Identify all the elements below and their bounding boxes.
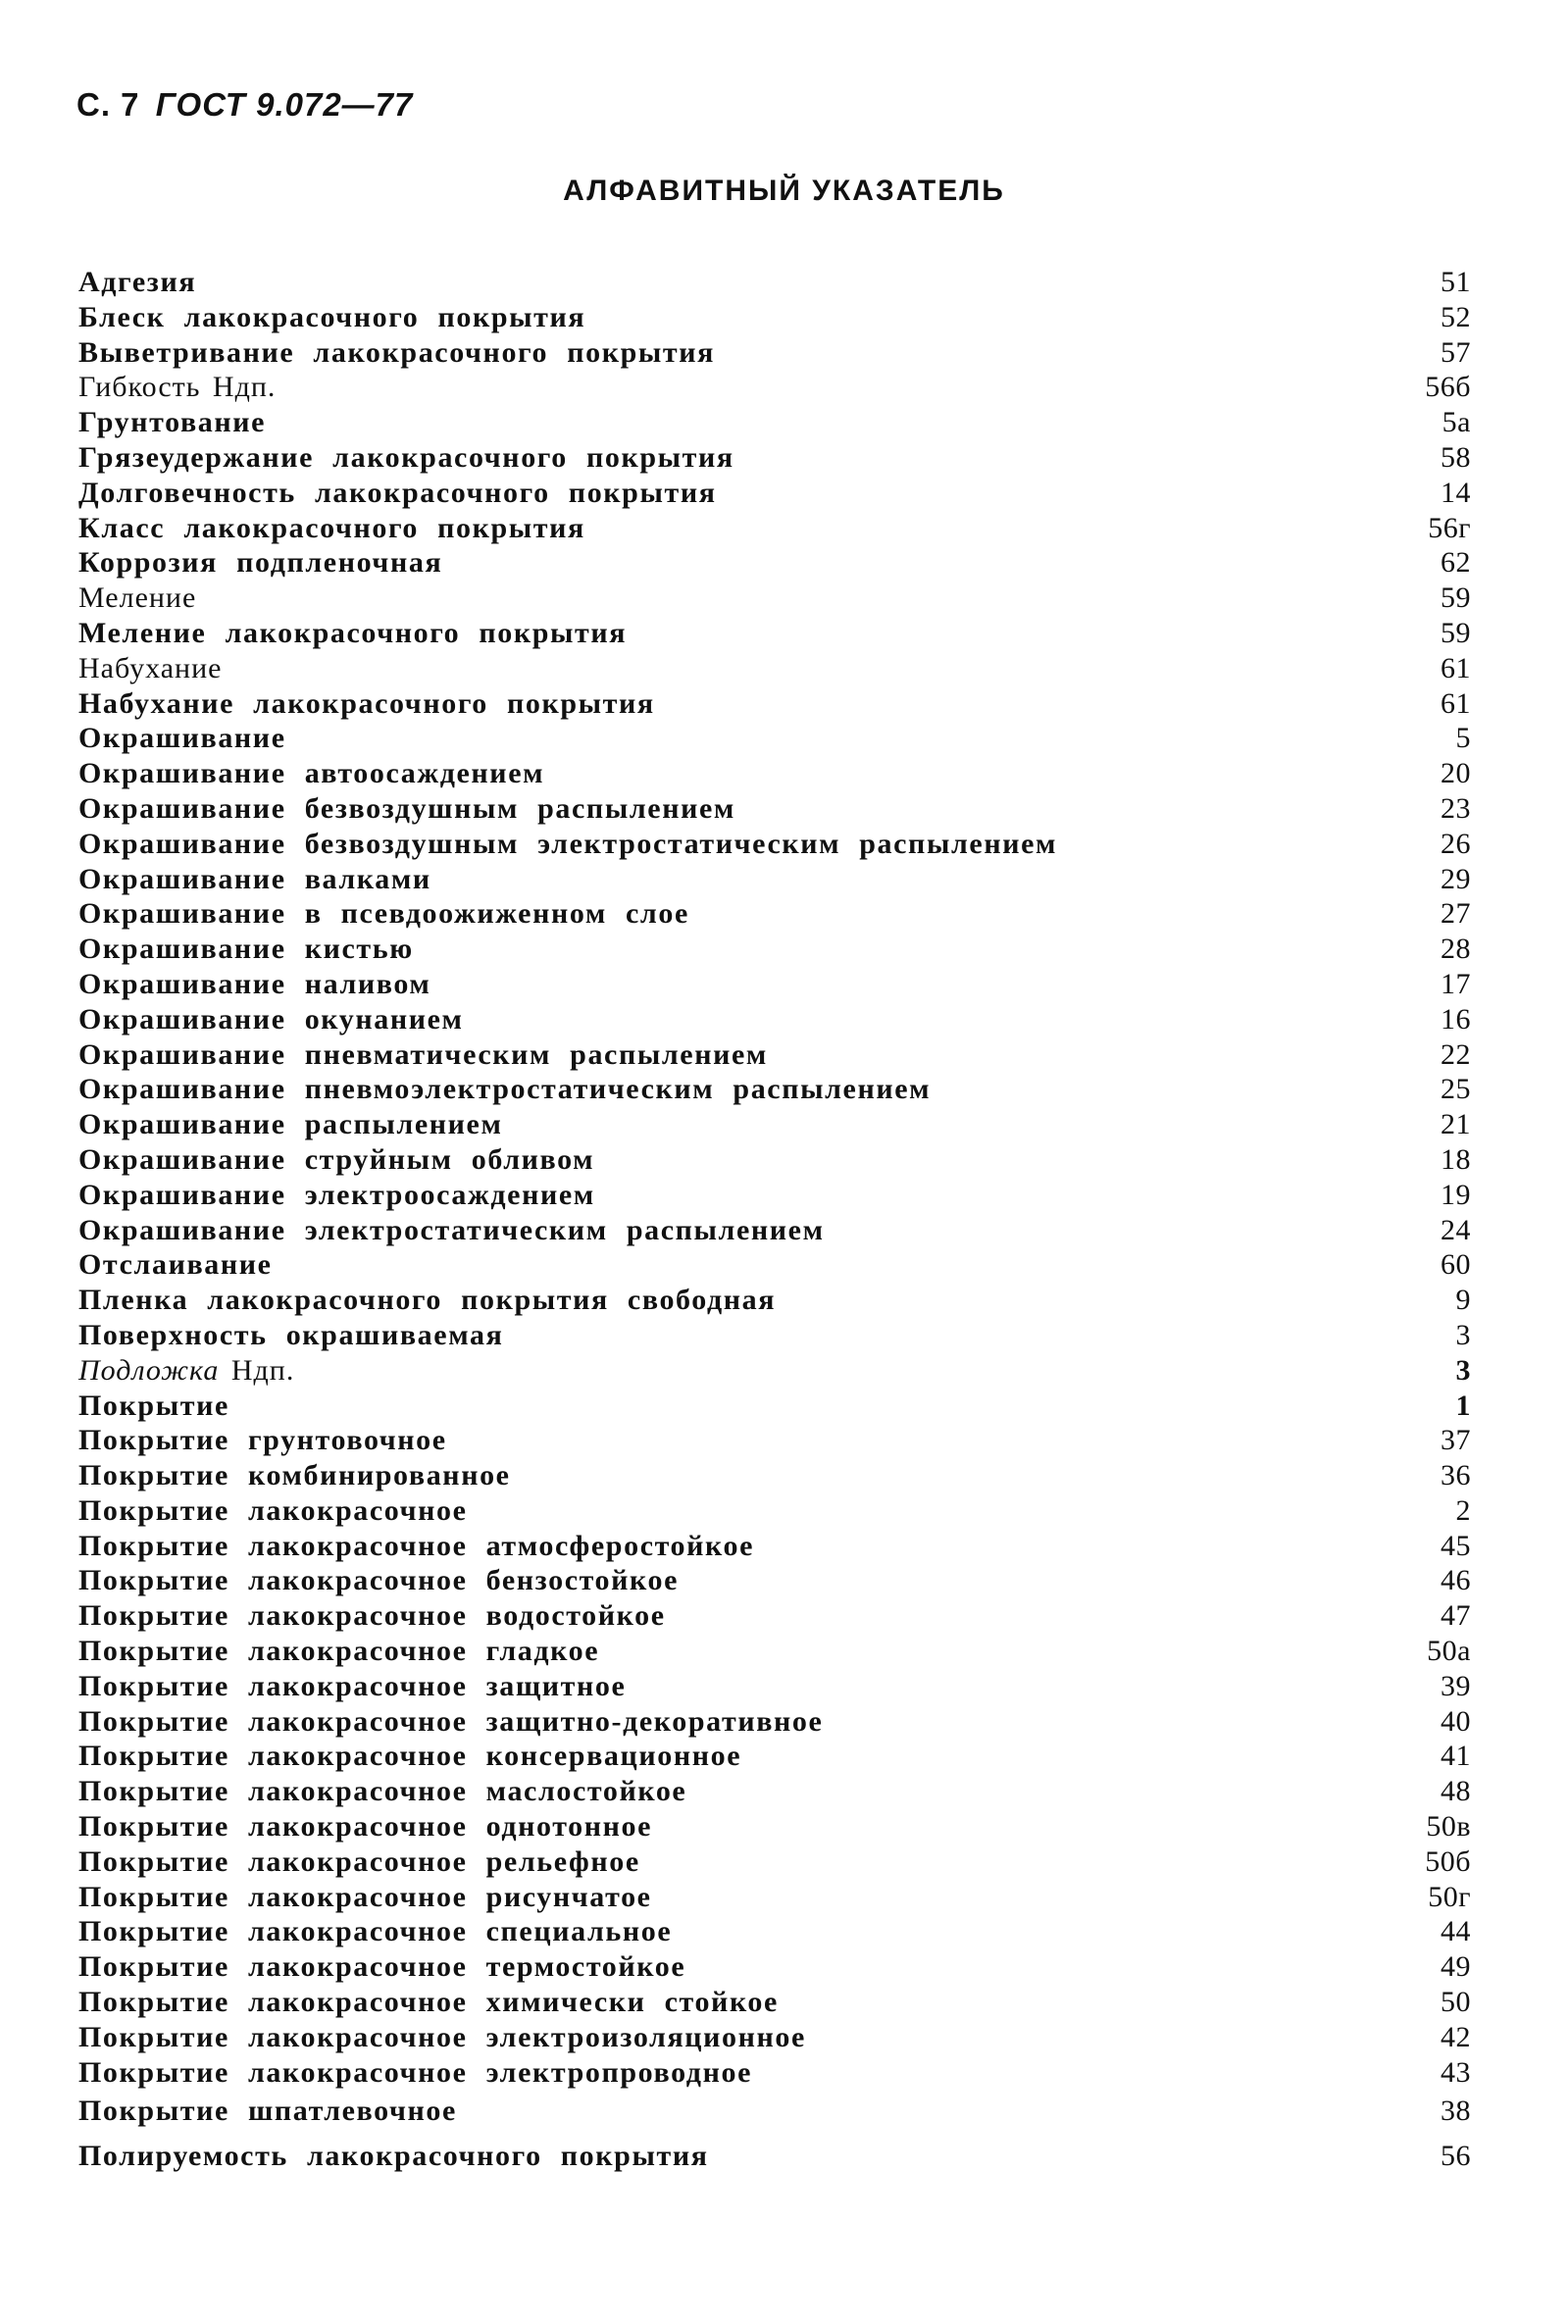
index-entry [78,300,1471,335]
index-entry [78,1072,1471,1107]
index-entry-number: 27 [1441,897,1471,931]
index-entry [78,1634,1471,1669]
index-term-suffix: Ндп. [230,1353,295,1387]
index-entry [78,1880,1471,1915]
index-entry [78,1389,1471,1424]
index-term: Окрашивание пневмоэлектростатическим распылением [78,1073,932,1106]
index-entry [78,1353,1471,1389]
index-term: Покрытие лакокрасочное защитно-декоративное [78,1704,824,1738]
index-entry [78,405,1471,440]
index-entry [78,1142,1471,1178]
index-entry-number: 48 [1441,1775,1471,1808]
index-entry [78,1844,1471,1880]
index-term: Окрашивание кистью [78,933,414,966]
index-entry-number: 56б [1425,371,1471,404]
index-entry [78,1704,1471,1740]
index-entry [78,1318,1471,1353]
index-term: Грунтование [78,406,267,439]
index-term: Покрытие лакокрасочное термостойкое [78,1950,686,1984]
index-entry [78,756,1471,791]
index-entry-number: 58 [1441,440,1471,474]
index-term: Окрашивание безвоздушным электростатическим распылением [78,827,1058,860]
index-term: Отслаивание [78,1248,273,1282]
index-entry [78,1458,1471,1493]
index-entry [78,476,1471,511]
index-entry [78,1423,1471,1458]
index-entry [78,2094,1471,2129]
index-entry-number: 23 [1441,791,1471,825]
index-entry [78,1178,1471,1213]
index-entry-number: 36 [1441,1459,1471,1492]
index-entry-number: 56 [1441,2140,1471,2173]
index-entry [78,896,1471,932]
index-entry-number: 47 [1441,1599,1471,1633]
index-entry [78,721,1471,756]
index-term: Покрытие лакокрасочное рельефное [78,1844,640,1878]
index-term: Покрытие лакокрасочное бензостойкое [78,1564,680,1597]
index-entry-number: 50 [1441,1986,1471,2019]
index-entry [78,511,1471,546]
index-title: АЛФАВИТНЫЙ УКАЗАТЕЛЬ [563,175,1005,207]
index-term: Окрашивание безвоздушным распылением [78,791,735,825]
index-entry-number: 52 [1441,300,1471,333]
index-term: Меление лакокрасочного покрытия [78,616,628,649]
index-entry [78,1493,1471,1529]
index-term: Покрытие лакокрасочное маслостойкое [78,1775,687,1808]
index-entry [78,1739,1471,1774]
index-entry-number: 21 [1441,1108,1471,1141]
index-term: Покрытие лакокрасочное рисунчатое [78,1880,652,1913]
index-term: Грязеудержание лакокрасочного покрытия [78,440,734,474]
index-term: Пленка лакокрасочного покрытия свободная [78,1284,777,1317]
index-term: Адгезия [78,266,197,298]
index-term: Покрытие лакокрасочное консервационное [78,1740,742,1773]
document-code: ГОСТ 9.072—77 [155,86,414,123]
index-entry-number: 45 [1441,1529,1471,1562]
index-term: Покрытие лакокрасочное водостойкое [78,1599,666,1633]
index-entry-number: 29 [1441,862,1471,895]
index-entry [78,545,1471,581]
index-entry [78,862,1471,897]
index-term: Окрашивание распылением [78,1108,503,1141]
index-term: Меление [78,581,197,615]
index-entry [78,651,1471,686]
index-entry-number: 57 [1441,335,1471,369]
index-entry [78,1809,1471,1844]
index-term: Покрытие шпатлевочное [78,2095,457,2128]
index-entry-number: 9 [1455,1284,1471,1317]
index-term: Покрытие лакокрасочное химически стойкое [78,1986,779,2019]
index-term: Блеск лакокрасочного покрытия [78,300,586,333]
page-header [76,86,413,124]
index-term: Окрашивание пневматическим распылением [78,1037,768,1071]
index-term: Выветривание лакокрасочного покрытия [78,335,715,369]
index-entry-number: 3 [1455,1353,1471,1387]
index-entry [78,1563,1471,1598]
index-entry [78,370,1471,405]
index-term: Окрашивание [78,722,286,755]
index-term: Покрытие [78,1389,229,1422]
index-entry-number: 56г [1428,511,1471,544]
index-term: Окрашивание автоосаждением [78,757,545,790]
index-entry [78,335,1471,371]
index-entry-number: 62 [1441,546,1471,580]
index-entry-number: 50а [1427,1635,1471,1668]
index-entry-number: 41 [1441,1740,1471,1773]
index-entry-number: 39 [1441,1669,1471,1702]
index-term: Окрашивание в псевдоожиженном слое [78,897,689,931]
index-term: Набухание лакокрасочного покрытия [78,686,655,720]
index-entry-number: 46 [1441,1564,1471,1597]
index-entry [78,686,1471,722]
index-entry-number: 3 [1455,1318,1471,1351]
index-entry [78,2055,1471,2091]
index-term: Окрашивание наливом [78,967,431,1000]
index-entry [78,440,1471,476]
index-term: Окрашивание электростатическим распылением [78,1213,825,1246]
index-entry [78,1247,1471,1283]
index-term: Покрытие лакокрасочное защитное [78,1669,627,1702]
index-entry-number: 42 [1441,2020,1471,2053]
index-entry-number: 50в [1426,1810,1471,1844]
index-entry [78,581,1471,616]
index-entry [78,791,1471,827]
index-entry [78,1213,1471,1248]
index-entry [78,2020,1471,2055]
index-entry [78,1529,1471,1564]
index-entry-number: 61 [1441,686,1471,720]
index-entry [78,1107,1471,1142]
index-entry-number: 51 [1441,266,1471,298]
index-entry-number: 61 [1441,651,1471,684]
index-entry-number: 59 [1441,616,1471,649]
index-entry-list [78,265,1471,2174]
index-term: Полируемость лакокрасочного покрытия [78,2140,709,2173]
index-entry [78,1037,1471,1073]
index-term: Набухание [78,651,223,684]
index-term: Окрашивание окунанием [78,1002,464,1036]
index-entry-number: 59 [1441,581,1471,615]
index-entry-number: 18 [1441,1142,1471,1176]
index-entry-number: 50г [1428,1880,1471,1913]
index-entry-number: 24 [1441,1213,1471,1246]
index-entry-number: 40 [1441,1704,1471,1738]
index-entry [78,1283,1471,1318]
index-term: Долговечность лакокрасочного покрытия [78,476,717,509]
index-term: Покрытие лакокрасочное электропроводное [78,2055,752,2089]
index-term: Окрашивание валками [78,862,431,895]
index-term: Покрытие лакокрасочное однотонное [78,1810,653,1844]
index-entry [78,1985,1471,2020]
index-entry-number: 20 [1441,757,1471,790]
index-entry [78,1949,1471,1985]
index-entry-number: 17 [1441,967,1471,1000]
index-term: Покрытие лакокрасочное [78,1493,468,1527]
index-entry-number: 2 [1455,1493,1471,1527]
index-term: Покрытие лакокрасочное специальное [78,1915,673,1948]
index-term: Поверхность окрашиваемая [78,1318,504,1351]
index-term: Покрытие комбинированное [78,1459,511,1492]
index-entry-number: 49 [1441,1950,1471,1984]
index-entry-number: 60 [1441,1248,1471,1282]
index-entry [78,1669,1471,1704]
index-entry-number: 19 [1441,1178,1471,1211]
index-entry [78,932,1471,967]
index-entry-number: 28 [1441,933,1471,966]
index-term [78,1353,294,1389]
index-term: Покрытие лакокрасочное гладкое [78,1635,600,1668]
index-term: Гибкость Ндп. [78,371,277,404]
index-term: Класс лакокрасочного покрытия [78,511,585,544]
index-entry [78,2139,1471,2174]
index-entry-number: 5а [1442,406,1471,439]
index-term: Окрашивание электроосаждением [78,1178,595,1211]
index-entry-number: 25 [1441,1073,1471,1106]
index-entry [78,827,1471,862]
index-entry-number: 37 [1441,1424,1471,1457]
index-entry-number: 43 [1441,2055,1471,2089]
index-term: Покрытие лакокрасочное электроизоляционное [78,2020,806,2053]
index-term: Покрытие лакокрасочное атмосферостойкое [78,1529,755,1562]
index-entry [78,1774,1471,1809]
index-term: Окрашивание струйным обливом [78,1142,595,1176]
index-entry-number: 16 [1441,1002,1471,1036]
index-entry-number: 5 [1455,722,1471,755]
index-term-main: Подложка [78,1353,220,1387]
index-entry [78,1914,1471,1949]
index-entry-number: 26 [1441,827,1471,860]
index-entry-number: 38 [1441,2095,1471,2128]
index-entry-number: 50б [1425,1844,1471,1878]
index-entry [78,1002,1471,1037]
index-entry [78,967,1471,1002]
index-entry-number: 22 [1441,1037,1471,1071]
index-entry [78,265,1471,300]
index-entry [78,616,1471,651]
index-entry-number: 1 [1455,1389,1471,1422]
index-term: Коррозия подпленочная [78,546,443,580]
index-entry [78,1598,1471,1634]
index-entry-number: 14 [1441,476,1471,509]
index-term: Покрытие грунтовочное [78,1424,447,1457]
index-entry-number: 44 [1441,1915,1471,1948]
page-number: С. 7 [76,86,140,123]
